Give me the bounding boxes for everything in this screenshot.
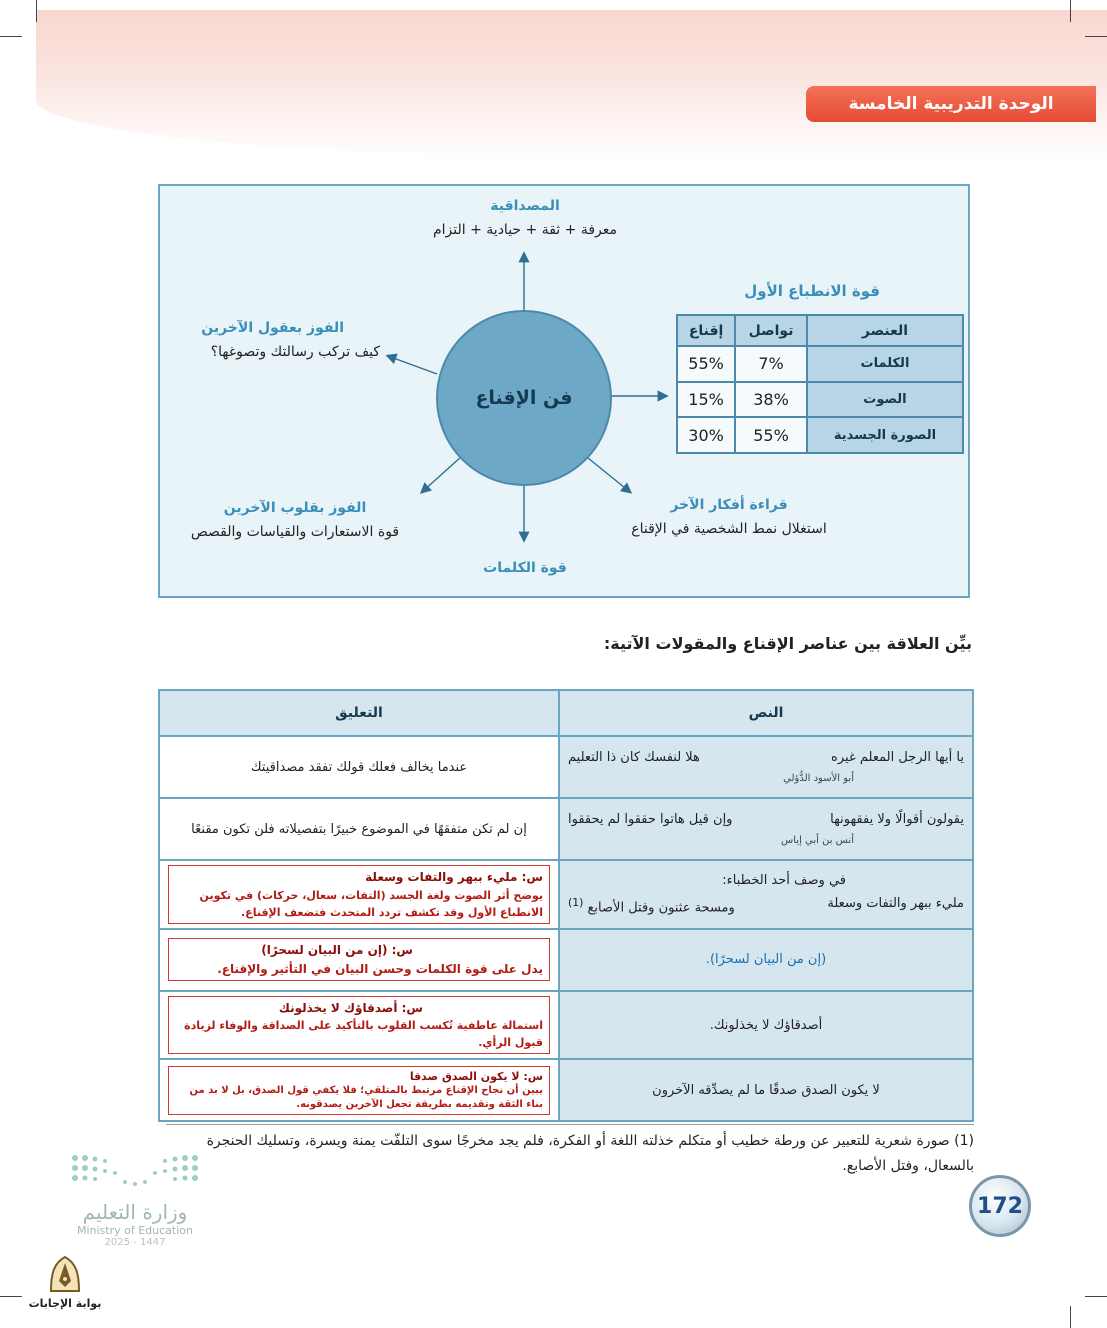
table-row bbox=[159, 929, 973, 991]
row-comment bbox=[159, 991, 559, 1060]
answer-box bbox=[168, 1066, 550, 1115]
hemistich: يقولون أقوالًا ولا يفقهونها bbox=[830, 812, 964, 827]
impression-header: تواصل bbox=[735, 315, 807, 346]
impression-element: الصوت bbox=[807, 382, 963, 418]
hearts-text: قوة الاستعارات والقياسات والقصص bbox=[190, 524, 400, 540]
answer-text: يوضح أثر الصوت ولغة الجسد (التفات، سعال، حركات) في تكوين الانطباع الأول وقد تكشف تردد المتحدث فتضعف الإقناع. bbox=[199, 888, 543, 919]
unit-title: الوحدة التدريبية الخامسة bbox=[806, 86, 1096, 122]
impression-element: الكلمات bbox=[807, 346, 963, 382]
footnote-ref: (1) bbox=[568, 896, 584, 910]
reading-text: استغلال نمط الشخصية في الإقناع bbox=[631, 521, 827, 537]
hemistich: وإن قيل هاتوا حققوا لم يحققوا bbox=[568, 812, 733, 827]
credibility-heading: المصداقية bbox=[490, 198, 560, 214]
ministry-name-en: Ministry of Education bbox=[76, 1224, 193, 1237]
row-text: أصدقاؤك لا يخذلونك. bbox=[559, 991, 973, 1060]
impression-row bbox=[677, 417, 963, 453]
row-comment: عندما يخالف فعلك قولك تفقد مصداقيتك bbox=[159, 736, 559, 798]
reading-heading: قراءة أفكار الآخر bbox=[670, 497, 788, 513]
crop-mark bbox=[0, 1296, 22, 1297]
arrow-lower-left bbox=[422, 456, 462, 492]
ministry-name-ar: وزارة التعليم bbox=[82, 1200, 188, 1224]
portal-label: بوابة الإجابات bbox=[28, 1297, 102, 1310]
answer-text: استمالة عاطفية تُكسب القلوب بالتأكيد على الصداقة والوفاء لزيادة قبول الرأي. bbox=[184, 1019, 543, 1050]
minds-text: كيف تركب رسالتك وتصوغها؟ bbox=[210, 344, 380, 360]
row-text bbox=[559, 736, 973, 798]
table-row bbox=[159, 860, 973, 929]
credibility-text: معرفة + ثقة + حيادية + التزام bbox=[433, 222, 617, 238]
table-row bbox=[159, 798, 973, 860]
node-reading bbox=[604, 497, 854, 537]
row-text: لا يكون الصدق صدقًا ما لم يصدِّقه الآخرون bbox=[559, 1059, 973, 1121]
hearts-heading: الفوز بقلوب الآخرين bbox=[223, 500, 367, 516]
quotes-table bbox=[158, 689, 974, 1122]
ministry-dots-icon bbox=[65, 1150, 205, 1192]
row-comment bbox=[159, 929, 559, 991]
question-prompt: بيِّن العلاقة بين عناصر الإقناع والمقولات الآتية: bbox=[603, 634, 972, 653]
impression-header: إقناع bbox=[677, 315, 735, 346]
row-text: (إن من البيان لسحرًا). bbox=[559, 929, 973, 991]
crop-mark bbox=[1070, 1306, 1071, 1328]
impression-persuasion: 55% bbox=[677, 346, 735, 382]
row-text bbox=[559, 798, 973, 860]
node-words bbox=[440, 560, 610, 576]
poet-name: أبو الأسود الدُّؤلي bbox=[783, 773, 854, 784]
header-comment: التعليق bbox=[159, 690, 559, 736]
hemistich bbox=[568, 896, 735, 915]
row-comment bbox=[159, 860, 559, 929]
ministry-logo bbox=[60, 1150, 210, 1248]
hemistich-text: ومسحة عثنون وفتل الأصابع bbox=[587, 900, 735, 916]
poet-name: أنس بن أبي إياس bbox=[781, 835, 854, 846]
node-hearts bbox=[172, 500, 418, 540]
table-row bbox=[159, 991, 973, 1060]
impression-persuasion: 30% bbox=[677, 417, 735, 453]
impression-communication: 38% bbox=[735, 382, 807, 418]
poem-line bbox=[568, 812, 964, 827]
quotes-header-row bbox=[159, 690, 973, 736]
row-comment bbox=[159, 1059, 559, 1121]
crop-mark bbox=[1085, 1296, 1107, 1297]
answer-question: س: مليء ببهر والتفات وسعلة bbox=[365, 870, 543, 884]
impression-communication: 7% bbox=[735, 346, 807, 382]
answer-text: يبين أن نجاح الإقناع مرتبط بالمتلقي؛ فلا يكفي قول الصدق، بل لا بد من بناء الثقة وتقديمه بطريقة تجعل الآخرين يصدقونه. bbox=[189, 1085, 543, 1111]
impression-communication: 55% bbox=[735, 417, 807, 453]
impression-persuasion: 15% bbox=[677, 382, 735, 418]
answer-box bbox=[168, 996, 550, 1055]
center-label: فن الإقناع bbox=[475, 387, 573, 409]
answer-text: يدل على قوة الكلمات وحسن البيان في التأثير والإقناع. bbox=[217, 961, 543, 976]
answer-question: س: لا يكون الصدق صدقا bbox=[409, 1069, 543, 1083]
hemistich: مليء ببهر والتفات وسعلة bbox=[827, 896, 964, 912]
row-text bbox=[559, 860, 973, 929]
row-comment: إن لم تكن متفقهًا في الموضوع خبيرًا بتفصيلاته فلن تكون مقنعًا bbox=[159, 798, 559, 860]
answer-question: س: أصدقاؤك لا يخذلونك bbox=[278, 1000, 423, 1015]
row-intro: في وصف أحد الخطباء: bbox=[722, 873, 846, 889]
page-number: 172 bbox=[969, 1175, 1031, 1237]
hemistich: يا أيها الرجل المعلم غيره bbox=[831, 750, 964, 765]
minds-heading: الفوز بعقول الآخرين bbox=[201, 320, 344, 336]
table-row bbox=[159, 736, 973, 798]
center-circle bbox=[436, 310, 612, 486]
footnote: (1) صورة شعرية للتعبير عن ورطة خطيب أو متكلم خذلته اللغة أو الفكرة، فلم يجد مخرجًا سوى التلفّت يمنة ويسرة، وتسليك الحنجرة بالسعال، وفتل الأصابع. bbox=[166, 1124, 974, 1178]
answer-question: س: (إن من البيان لسحرًا) bbox=[261, 943, 413, 958]
portal-pen-icon bbox=[45, 1255, 85, 1293]
impression-element: الصورة الجسدية bbox=[807, 417, 963, 453]
arrow-lower-right bbox=[588, 458, 630, 492]
answers-portal-logo bbox=[28, 1255, 102, 1310]
impression-row bbox=[677, 382, 963, 418]
arrow-upper-left bbox=[388, 356, 437, 374]
hemistich: هلا لنفسك كان ذا التعليم bbox=[568, 750, 700, 765]
ministry-year: 2025 - 1447 bbox=[104, 1237, 166, 1248]
answer-box bbox=[168, 865, 550, 924]
poem-line bbox=[568, 896, 964, 915]
node-minds bbox=[170, 320, 380, 360]
header-text: النص bbox=[559, 690, 973, 736]
diagram-arrows bbox=[0, 0, 1107, 620]
impression-header: العنصر bbox=[807, 315, 963, 346]
impression-row bbox=[677, 346, 963, 382]
words-heading: قوة الكلمات bbox=[483, 560, 567, 576]
impression-title: قوة الانطباع الأول bbox=[744, 282, 880, 300]
impression-table bbox=[676, 314, 964, 454]
node-credibility bbox=[400, 198, 650, 238]
answer-box bbox=[168, 938, 550, 981]
impression-header-row bbox=[677, 315, 963, 346]
poem-line bbox=[568, 750, 964, 765]
table-row bbox=[159, 1059, 973, 1121]
